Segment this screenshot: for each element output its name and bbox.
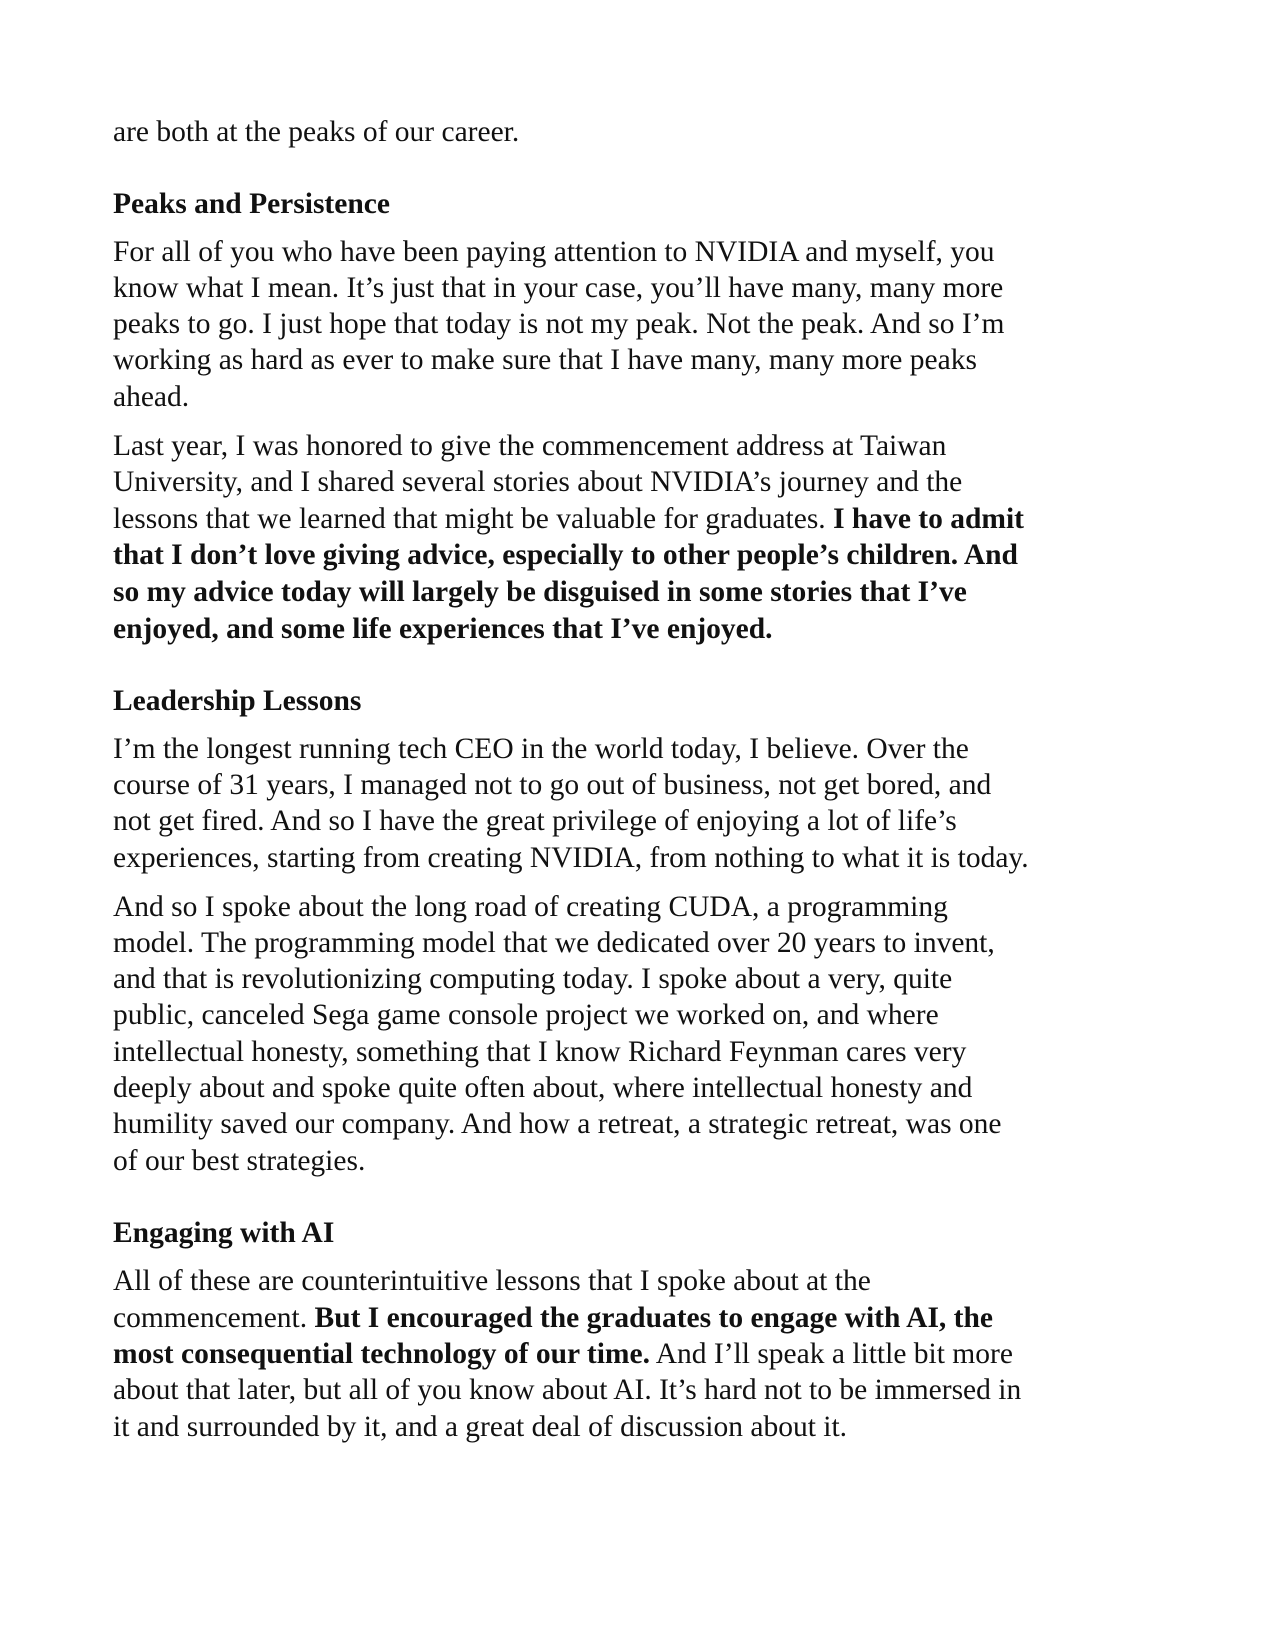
- paragraph-line: know what I mean. It’s just that in your case, you’ll have many, many more: [113, 272, 1004, 304]
- paragraph-line-bold: that I don’t love giving advice, especially to other people’s children. And: [113, 539, 1018, 571]
- paragraph-line: peaks to go. I just hope that today is not my peak. Not the peak. And so I’m: [113, 308, 1005, 340]
- intro-tail-text: are both at the peaks of our career.: [113, 116, 520, 148]
- bold-text-run: most consequential technology of our time.: [113, 1338, 650, 1370]
- text-run: And I’ll speak a little bit more: [649, 1338, 1013, 1370]
- bold-text-run: But I encouraged the graduates to engage with AI, the: [314, 1302, 994, 1334]
- bold-text-run: I have to admit: [833, 503, 1024, 535]
- paragraph-line: model. The programming model that we dedicated over 20 years to invent,: [113, 927, 995, 959]
- paragraph-line: [113, 501, 1024, 537]
- paragraph-line: of our best strategies.: [113, 1145, 366, 1177]
- section-heading-engaging-with-ai: Engaging with AI: [113, 1217, 335, 1249]
- paragraph-line: All of these are counterintuitive lessons that I spoke about at the: [113, 1265, 871, 1297]
- paragraph-line: ahead.: [113, 381, 190, 413]
- paragraph-line-bold: so my advice today will largely be disguised in some stories that I’ve: [113, 576, 967, 608]
- paragraph-line: about that later, but all of you know about AI. It’s hard not to be immersed in: [113, 1374, 1022, 1406]
- text-run: lessons that we learned that might be valuable for graduates.: [113, 503, 834, 535]
- paragraph-line: it and surrounded by it, and a great deal of discussion about it.: [113, 1411, 848, 1443]
- paragraph-line: public, canceled Sega game console project we worked on, and where: [113, 999, 939, 1031]
- paragraph-line: Last year, I was honored to give the commencement address at Taiwan: [113, 430, 947, 462]
- paragraph-line: University, and I shared several stories about NVIDIA’s journey and the: [113, 466, 963, 498]
- paragraph-line: [113, 1300, 993, 1336]
- paragraph-line: working as hard as ever to make sure that I have many, many more peaks: [113, 344, 977, 376]
- paragraph-line: not get fired. And so I have the great privilege of enjoying a lot of life’s: [113, 805, 957, 837]
- paragraph-line: and that is revolutionizing computing today. I spoke about a very, quite: [113, 963, 953, 995]
- section-heading-leadership-lessons: Leadership Lessons: [113, 685, 362, 717]
- paragraph-line: humility saved our company. And how a retreat, a strategic retreat, was one: [113, 1108, 1002, 1140]
- paragraph-line: I’m the longest running tech CEO in the world today, I believe. Over the: [113, 733, 969, 765]
- paragraph-line: experiences, starting from creating NVIDIA, from nothing to what it is today.: [113, 842, 1029, 874]
- section-heading-peaks-and-persistence: Peaks and Persistence: [113, 188, 390, 220]
- paragraph-line: intellectual honesty, something that I know Richard Feynman cares very: [113, 1036, 967, 1068]
- paragraph-line: course of 31 years, I managed not to go out of business, not get bored, and: [113, 769, 992, 801]
- paragraph-line-bold: enjoyed, and some life experiences that I’ve enjoyed.: [113, 613, 773, 645]
- paragraph-line: For all of you who have been paying attention to NVIDIA and myself, you: [113, 236, 995, 268]
- text-run: commencement.: [113, 1302, 315, 1334]
- paragraph-line: deeply about and spoke quite often about, where intellectual honesty and: [113, 1072, 973, 1104]
- paragraph-line: And so I spoke about the long road of creating CUDA, a programming: [113, 891, 948, 923]
- paragraph-line: [113, 1336, 1013, 1372]
